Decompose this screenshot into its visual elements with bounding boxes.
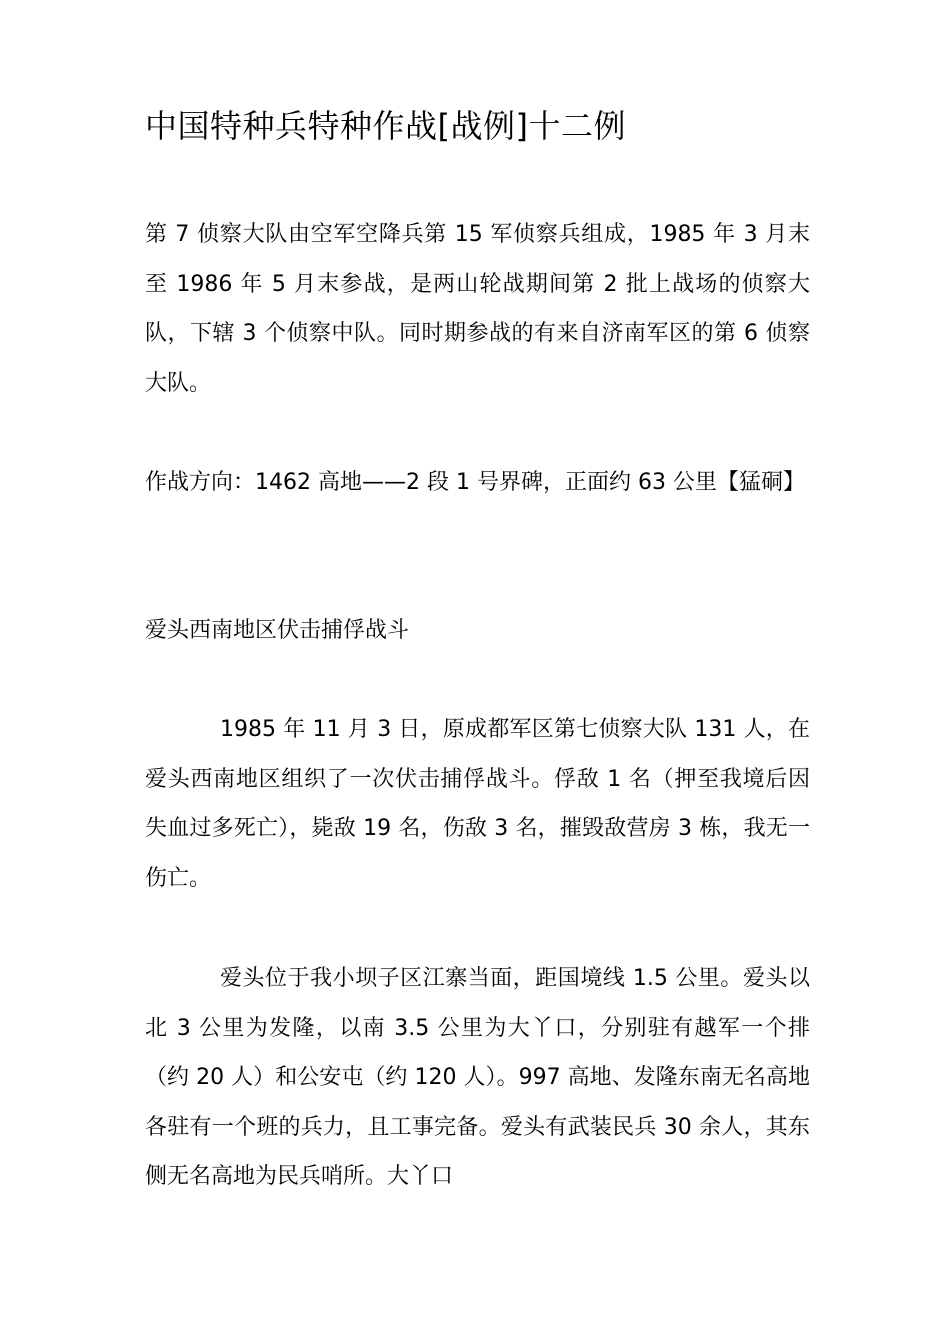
document-title: 中国特种兵特种作战[战例]十二例 — [145, 107, 626, 145]
section-heading: 爱头西南地区伏击捕俘战斗 — [145, 618, 410, 643]
paragraph-terrain-description: 爱头位于我小坝子区江寨当面，距国境线 1.5 公里。爱头以北 3 公里为发隆，以南 3.5 公里为大丫口，分别驻有越军一个排（约 20 人）和公安屯（约 120 人）。997 高地、发隆东南无名高地各驻有一个班的兵力，且工事完备。爱头有武装民兵 30 余人，其东侧无名高地为民兵哨所。大丫口 — [145, 966, 810, 1189]
paragraph-intro: 第 7 侦察大队由空军空降兵第 15 军侦察兵组成，1985 年 3 月末至 1986 年 5 月末参战，是两山轮战期间第 2 批上战场的侦察大队，下辖 3 个侦察中队。同时期参战的有来自济南军区的第 6 侦察大队。 — [145, 222, 810, 396]
paragraph-combat-direction: 作战方向：1462 高地——2 段 1 号界碑，正面约 63 公里【猛硐】 — [145, 470, 805, 495]
paragraph-battle-summary: 1985 年 11 月 3 日，原成都军区第七侦察大队 131 人，在爱头西南地区组织了一次伏击捕俘战斗。俘敌 1 名（押至我境后因失血过多死亡），毙敌 19 名，伤敌 3 名，摧毁敌营房 3 栋，我无一伤亡。 — [145, 717, 810, 891]
